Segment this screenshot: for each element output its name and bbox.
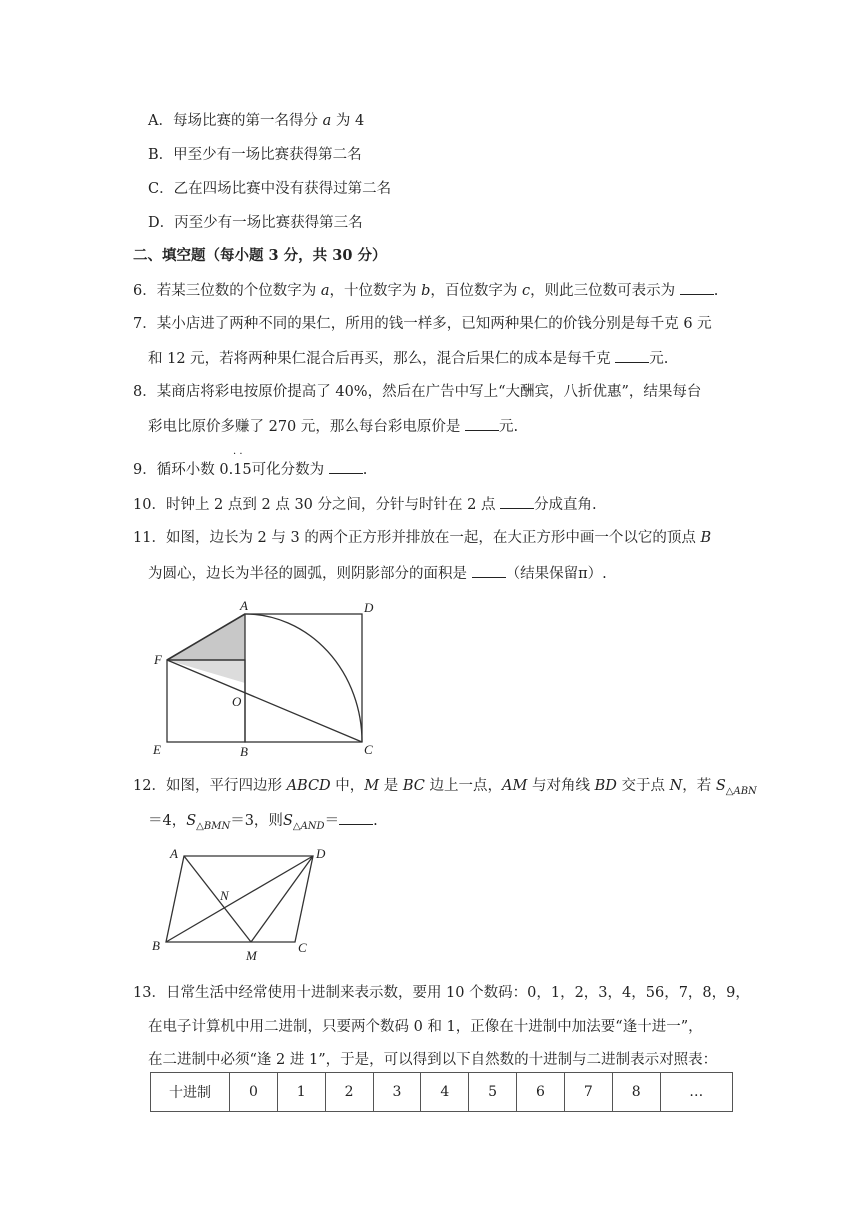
table-cell: 8 [612, 1073, 660, 1112]
question-13-line-2: 在电子计算机中用二进制，只要两个数码 0 和 1，正像在十进制中加法要“逢十进一”， [148, 1019, 703, 1035]
table-cell: 2 [325, 1073, 373, 1112]
section-title: 二、填空题（每小题 3 分，共 30 分） [133, 247, 387, 264]
answer-blank[interactable] [680, 280, 714, 295]
table-cell: 3 [373, 1073, 421, 1112]
question-8-line-2: 彩电比原价多赚了 270 元，那么每台彩电原价是 元. [148, 416, 518, 437]
label-n: N [220, 888, 229, 903]
question-7: 7．某小店进了两种不同的果仁，所用的钱一样多，已知两种果仁的价钱分别是每千克 6 元 [133, 316, 712, 332]
label-f: F [154, 652, 162, 667]
label-c: C [364, 742, 373, 757]
label-b: B [240, 744, 248, 758]
label-c: C [298, 940, 307, 955]
question-12: 12．如图，平行四边形 ABCD 中，M 是 BC 边上一点，AM 与对角线 BD 交于点 N，若 $S_{\triangle ABN}$ [133, 778, 757, 797]
table-cell: 4 [421, 1073, 469, 1112]
figure-11-squares-arc [150, 598, 380, 758]
decimal-binary-table [150, 1072, 733, 1112]
answer-blank[interactable] [465, 416, 499, 431]
figure-12-parallelogram [148, 840, 328, 965]
option-c: C．乙在四场比赛中没有获得过第二名 [148, 181, 392, 197]
label-d: D [316, 846, 326, 861]
option-a: A．每场比赛的第一名得分 a 为 4 [148, 113, 365, 129]
table-header-cell: 十进制 [151, 1073, 230, 1112]
option-d: D．丙至少有一场比赛获得第三名 [148, 215, 363, 231]
table-cell: 7 [564, 1073, 612, 1112]
question-8: 8．某商店将彩电按原价提高了 40%，然后在广告中写上“大酬宾，八折优惠”，结果每台 [133, 384, 702, 400]
label-e: E [153, 742, 161, 757]
question-6: 6．若某三位数的个位数字为 a，十位数字为 b，百位数字为 c，则此三位数可表示为 . [133, 280, 718, 301]
question-13-line-3: 在二进制中必须“逢 2 进 1”，于是，可以得到以下自然数的十进制与二进制表示对照表： [148, 1052, 718, 1068]
label-b: B [152, 938, 160, 953]
question-13: 13．日常生活中经常使用十进制来表示数，要用 10 个数码：0，1，2，3，4，56，7，8，9， [133, 985, 750, 1001]
label-d: D [364, 600, 374, 615]
label-a: A [240, 598, 248, 613]
table-cell: 5 [469, 1073, 517, 1112]
option-b: B．甲至少有一场比赛获得第二名 [148, 147, 362, 163]
answer-blank[interactable] [615, 348, 649, 363]
table-cell: 6 [517, 1073, 565, 1112]
label-m: M [246, 948, 257, 963]
table-row [151, 1073, 733, 1112]
question-7-line-2: 和 12 元，若将两种果仁混合后再买，那么，混合后果仁的成本是每千克 元. [148, 348, 668, 369]
answer-blank[interactable] [500, 494, 534, 509]
repeating-decimal-dots: · · [233, 449, 243, 460]
line-am [184, 856, 251, 942]
question-11-line-2: 为圆心，边长为半径的圆弧，则阴影部分的面积是 （结果保留π）. [148, 563, 607, 584]
large-square [245, 614, 362, 742]
question-10: 10．时钟上 2 点到 2 点 30 分之间，分针与时针在 2 点 分成直角. [133, 494, 597, 515]
table-cell: 1 [277, 1073, 325, 1112]
answer-blank[interactable] [339, 810, 373, 825]
arc [245, 614, 362, 742]
answer-blank[interactable] [472, 563, 506, 578]
question-9: 9．循环小数 0.15可化分数为 . [133, 459, 367, 480]
diagonal-bd [166, 856, 313, 942]
question-12-line-2: ＝4，$S_{\triangle BMN}=3$，则$S_{\triangle AND}=$ . [148, 810, 378, 837]
question-11: 11．如图，边长为 2 与 3 的两个正方形并排放在一起，在大正方形中画一个以它的顶点 B [133, 530, 712, 546]
label-a: A [170, 846, 178, 861]
table-cell: 0 [230, 1073, 278, 1112]
label-o: O [232, 694, 242, 709]
line-fc [167, 660, 362, 742]
shaded-region-2 [167, 660, 245, 683]
answer-blank[interactable] [329, 459, 363, 474]
table-cell: … [660, 1073, 732, 1112]
